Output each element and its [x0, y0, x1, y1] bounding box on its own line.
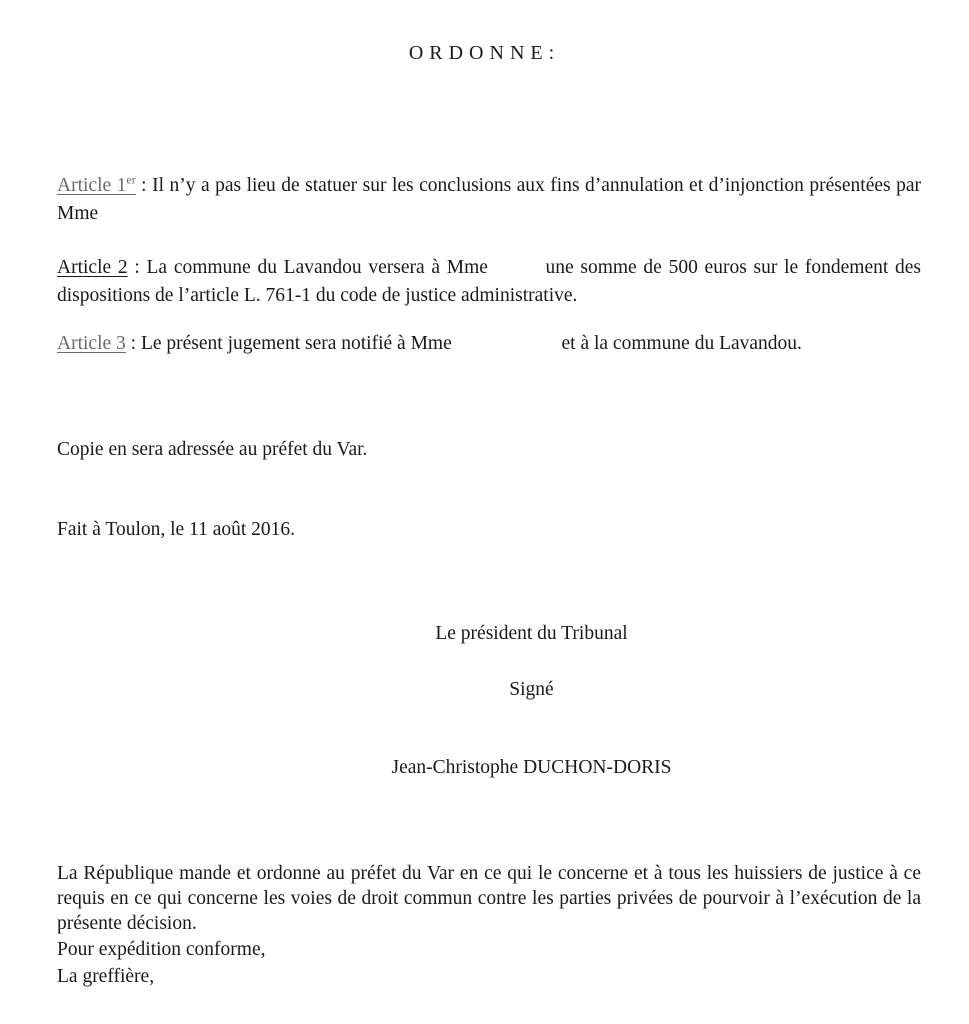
signature-role: Le président du Tribunal [435, 623, 628, 644]
redacted-name [457, 336, 557, 354]
article-1-text: Il n’y a pas lieu de statuer sur les conclusions aux fins d’annulation et d’injonction présentées par Mme [57, 175, 921, 224]
article-3 [57, 330, 921, 358]
article-3-text-before: Le présent jugement sera notifié à Mme [140, 333, 452, 354]
article-2 [57, 254, 921, 310]
article-1-title: Article 1er [57, 172, 136, 196]
place-date: Fait à Toulon, le 11 août 2016. [57, 519, 296, 540]
certification-line: Pour expédition conforme, [57, 939, 266, 960]
article-3-separator: : [125, 333, 141, 354]
copy-note: Copie en sera adressée au préfet du Var. [57, 439, 368, 460]
signatory-name: Jean-Christophe DUCHON-DORIS [391, 757, 672, 778]
article-3-title: Article 3 [57, 333, 126, 354]
clerk-line: La greffière, [57, 966, 155, 987]
redacted-name [495, 260, 539, 278]
article-1-separator: : [135, 175, 153, 196]
article-2-title: Article 2 [57, 257, 128, 278]
signature-signed: Signé [509, 679, 554, 700]
redacted-name [103, 206, 193, 224]
article-2-separator: : [127, 257, 147, 278]
executory-formula: La République mande et ordonne au préfet du Var en ce qui le concerne et à tous les huissiers de justice à ce requis en ce qui concerne les voies de droit commun contre les parties privées de pourvoir à l’exécution de la présente décision. [57, 863, 921, 934]
article-3-text-after: et à la commune du Lavandou. [561, 333, 802, 354]
article-2-text-after: une somme de 500 euros sur le fondement des dispositions de l’article L. 761-1 du code de justice administrative. [57, 257, 922, 306]
page-heading: ORDONNE: [408, 42, 561, 64]
article-2-text-before: La commune du Lavandou versera à Mme [146, 257, 488, 278]
article-1 [57, 172, 921, 228]
